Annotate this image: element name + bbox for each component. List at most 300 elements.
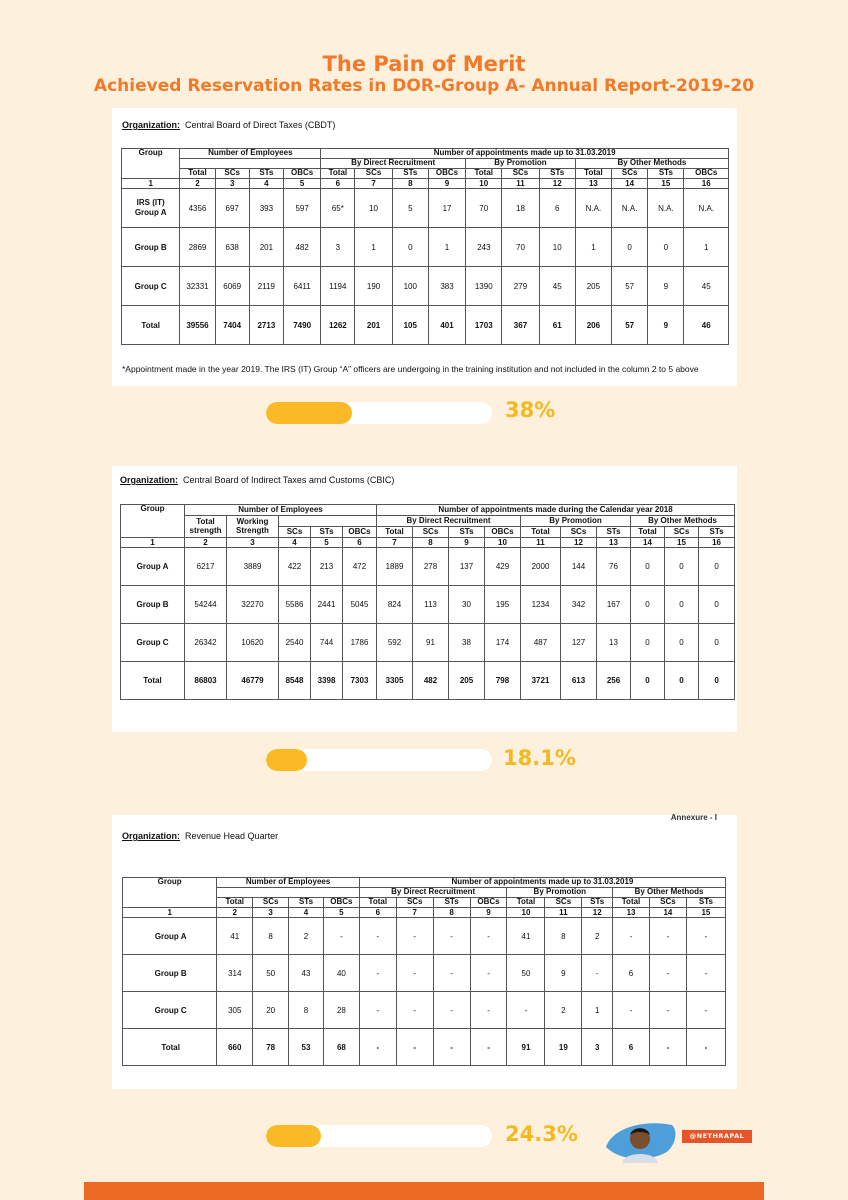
table-cell: 195: [485, 586, 521, 624]
table-cell: -: [433, 918, 470, 955]
table-cell: 2: [582, 918, 613, 955]
group-header: Group: [123, 878, 217, 908]
table-cell: 5: [392, 189, 428, 228]
column-header: SCs: [215, 169, 249, 179]
column-header: STs: [648, 169, 684, 179]
other-methods-header: By Other Methods: [613, 888, 726, 898]
table-cell: 1: [428, 228, 465, 267]
table-cell: 422: [279, 548, 311, 586]
table-cell: 46779: [227, 662, 279, 700]
column-header: Total: [575, 169, 611, 179]
column-number: 8: [392, 179, 428, 189]
table-cell: 45: [539, 267, 575, 306]
column-header: STs: [539, 169, 575, 179]
table-cell: -: [613, 992, 650, 1029]
table-cell: -: [649, 955, 686, 992]
table-cell: 638: [215, 228, 249, 267]
table-cell: 50: [507, 955, 545, 992]
author-handle: @NETHRAPAL: [682, 1130, 752, 1143]
table-row: [122, 228, 729, 267]
column-number: 4: [289, 908, 324, 918]
table-cell: 1786: [343, 624, 377, 662]
column-number: 10: [466, 179, 502, 189]
column-header: SCs: [649, 898, 686, 908]
column-number-row: [123, 908, 726, 918]
row-label: Total: [122, 306, 180, 345]
column-number: 1: [123, 908, 217, 918]
organization-label: Organization:: [122, 831, 180, 841]
total-row: [121, 662, 735, 700]
column-header: STs: [597, 527, 631, 538]
table-cell: 3: [321, 228, 355, 267]
column-number: 15: [686, 908, 725, 918]
table-cell: -: [396, 1029, 433, 1066]
column-number: 2: [180, 179, 215, 189]
total-row: [123, 1029, 726, 1066]
column-number: 3: [215, 179, 249, 189]
group-header: Group: [121, 505, 185, 538]
column-header: STs: [699, 527, 735, 538]
footer-band: [84, 1182, 764, 1200]
table-cell: -: [649, 918, 686, 955]
table-cell: 57: [612, 267, 648, 306]
table-cell: -: [433, 1029, 470, 1066]
table-cell: -: [686, 955, 725, 992]
table-cell: 0: [699, 586, 735, 624]
table-cell: 41: [507, 918, 545, 955]
table-cell: 20: [253, 992, 289, 1029]
table-cell: 342: [561, 586, 597, 624]
table-cell: 6: [613, 1029, 650, 1066]
cbic-panel: [112, 466, 737, 732]
row-label: Group C: [122, 267, 180, 306]
table-cell: -: [359, 955, 396, 992]
table-cell: 429: [485, 548, 521, 586]
column-header: Total: [521, 527, 561, 538]
table-cell: 3721: [521, 662, 561, 700]
table-cell: 38: [449, 624, 485, 662]
table-cell: 2119: [249, 267, 283, 306]
column-header: OBCs: [684, 169, 729, 179]
table-cell: 824: [377, 586, 413, 624]
annexure-label: Annexure - I: [670, 813, 717, 822]
table-cell: 19: [545, 1029, 582, 1066]
table-cell: 57: [612, 306, 648, 345]
table-cell: 137: [449, 548, 485, 586]
table-cell: 256: [597, 662, 631, 700]
header-line: Strength: [236, 525, 269, 535]
promotion-header: By Promotion: [507, 888, 613, 898]
table-cell: 279: [502, 267, 539, 306]
column-header: SCs: [561, 527, 597, 538]
organization-name: Central Board of Indirect Taxes amd Customs (CBIC): [183, 475, 395, 485]
column-number: 5: [311, 538, 343, 548]
table-cell: 1: [575, 228, 611, 267]
table-cell: 105: [392, 306, 428, 345]
table-cell: 0: [665, 548, 699, 586]
column-header: SCs: [665, 527, 699, 538]
row-label-line: Group A: [134, 208, 167, 217]
table-cell: 7404: [215, 306, 249, 345]
percentage-label: 24.3%: [505, 1122, 578, 1146]
column-header: [227, 516, 279, 538]
table-cell: 206: [575, 306, 611, 345]
blank-header-cell: [217, 888, 360, 898]
column-number: 11: [521, 538, 561, 548]
table-cell: 0: [612, 228, 648, 267]
employees-header: Number of Employees: [180, 149, 321, 159]
header-line: strength: [189, 525, 222, 535]
employees-header: Number of Employees: [185, 505, 377, 516]
appointments-header: Number of appointments made up to 31.03.2019: [359, 878, 725, 888]
column-number: 2: [185, 538, 227, 548]
column-number: 7: [377, 538, 413, 548]
table-cell: 70: [502, 228, 539, 267]
table-cell: 0: [665, 624, 699, 662]
column-number: 9: [428, 179, 465, 189]
table-cell: 6069: [215, 267, 249, 306]
table-cell: 0: [631, 624, 665, 662]
column-number: 14: [649, 908, 686, 918]
table-cell: -: [396, 918, 433, 955]
table-cell: 2: [545, 992, 582, 1029]
table-cell: 201: [355, 306, 392, 345]
table-cell: -: [470, 1029, 507, 1066]
table-cell: N.A.: [684, 189, 729, 228]
column-number: 6: [359, 908, 396, 918]
table-cell: 1703: [466, 306, 502, 345]
table-cell: -: [359, 918, 396, 955]
column-header: STs: [311, 527, 343, 538]
table-cell: 46: [684, 306, 729, 345]
table-cell: -: [359, 1029, 396, 1066]
table-cell: -: [582, 955, 613, 992]
column-header: Total: [613, 898, 650, 908]
column-number: 12: [539, 179, 575, 189]
other-methods-header: By Other Methods: [631, 516, 735, 527]
column-header: STs: [433, 898, 470, 908]
table-row: [122, 267, 729, 306]
row-label: Group B: [121, 586, 185, 624]
row-label: Group A: [121, 548, 185, 586]
column-number: 6: [321, 179, 355, 189]
table-cell: 472: [343, 548, 377, 586]
table-cell: 5586: [279, 586, 311, 624]
table-cell: 9: [648, 306, 684, 345]
direct-recruitment-header: By Direct Recruitment: [359, 888, 507, 898]
table-cell: 18: [502, 189, 539, 228]
progress-fill: [266, 749, 307, 771]
table-cell: -: [470, 955, 507, 992]
column-header: SCs: [253, 898, 289, 908]
organization-line: [122, 120, 335, 130]
table-cell: 61: [539, 306, 575, 345]
table-row: [122, 189, 729, 228]
table-cell: 68: [323, 1029, 359, 1066]
column-header: SCs: [413, 527, 449, 538]
table-cell: 26342: [185, 624, 227, 662]
table-cell: 1194: [321, 267, 355, 306]
table-cell: 243: [466, 228, 502, 267]
column-number: 13: [597, 538, 631, 548]
table-cell: 482: [413, 662, 449, 700]
table-cell: 43: [289, 955, 324, 992]
table-cell: 597: [283, 189, 320, 228]
table-cell: 10620: [227, 624, 279, 662]
table-cell: 482: [283, 228, 320, 267]
table-row: [121, 586, 735, 624]
table-cell: 744: [311, 624, 343, 662]
table-cell: 0: [699, 548, 735, 586]
column-header: OBCs: [283, 169, 320, 179]
blank-header-cell: [279, 516, 377, 527]
table-cell: -: [396, 992, 433, 1029]
column-number: 11: [545, 908, 582, 918]
table-cell: 401: [428, 306, 465, 345]
table-cell: 3305: [377, 662, 413, 700]
promotion-header: By Promotion: [521, 516, 631, 527]
row-label-line: IRS (IT): [136, 198, 165, 208]
table-cell: 6: [613, 955, 650, 992]
column-number: 6: [343, 538, 377, 548]
cbic-table: [120, 504, 735, 700]
progress-bar-revenue-hq: [266, 1125, 492, 1147]
table-cell: 10: [355, 189, 392, 228]
table-cell: 305: [217, 992, 253, 1029]
table-cell: 113: [413, 586, 449, 624]
column-number: 7: [355, 179, 392, 189]
table-cell: 205: [449, 662, 485, 700]
progress-bar-cbdt: [266, 402, 492, 424]
table-row: [123, 918, 726, 955]
table-cell: 41: [217, 918, 253, 955]
table-cell: 4356: [180, 189, 215, 228]
table-row: [121, 548, 735, 586]
table-cell: -: [686, 992, 725, 1029]
table-cell: 1390: [466, 267, 502, 306]
table-cell: 100: [392, 267, 428, 306]
column-number: 16: [684, 179, 729, 189]
table-cell: 1262: [321, 306, 355, 345]
blank-header-cell: [180, 159, 321, 169]
column-header: STs: [582, 898, 613, 908]
column-header: SCs: [355, 169, 392, 179]
table-cell: 78: [253, 1029, 289, 1066]
column-header: Total: [217, 898, 253, 908]
table-cell: 0: [631, 548, 665, 586]
table-cell: 3: [582, 1029, 613, 1066]
table-cell: -: [613, 918, 650, 955]
column-header: Total: [466, 169, 502, 179]
organization-line: [120, 475, 394, 485]
row-label: Total: [123, 1029, 217, 1066]
revenue-hq-table: [122, 877, 726, 1066]
column-number: 9: [449, 538, 485, 548]
column-number: 15: [648, 179, 684, 189]
column-number: 9: [470, 908, 507, 918]
table-cell: 213: [311, 548, 343, 586]
table-cell: 5045: [343, 586, 377, 624]
table-cell: 190: [355, 267, 392, 306]
table-cell: 278: [413, 548, 449, 586]
table-cell: 383: [428, 267, 465, 306]
table-cell: 6217: [185, 548, 227, 586]
header-line: Total: [196, 516, 215, 526]
row-label: [122, 189, 180, 228]
table-cell: 54244: [185, 586, 227, 624]
table-cell: 8548: [279, 662, 311, 700]
table-cell: 0: [699, 624, 735, 662]
table-cell: 6411: [283, 267, 320, 306]
column-number: 3: [253, 908, 289, 918]
column-header: SCs: [502, 169, 539, 179]
table-cell: 91: [413, 624, 449, 662]
column-number: 12: [561, 538, 597, 548]
table-cell: -: [323, 918, 359, 955]
cbdt-table: [121, 148, 729, 345]
table-cell: -: [507, 992, 545, 1029]
table-cell: 1: [582, 992, 613, 1029]
column-header: Total: [507, 898, 545, 908]
header-line: Working: [236, 516, 269, 526]
table-cell: 65*: [321, 189, 355, 228]
table-cell: 1: [684, 228, 729, 267]
column-header: SCs: [396, 898, 433, 908]
table-cell: -: [686, 1029, 725, 1066]
column-header: Total: [377, 527, 413, 538]
progress-fill: [266, 1125, 321, 1147]
column-header: OBCs: [428, 169, 465, 179]
column-header: [185, 516, 227, 538]
table-cell: -: [686, 918, 725, 955]
table-cell: 487: [521, 624, 561, 662]
table-cell: 6: [539, 189, 575, 228]
table-cell: N.A.: [612, 189, 648, 228]
table-cell: 3889: [227, 548, 279, 586]
table-cell: 592: [377, 624, 413, 662]
table-cell: 86803: [185, 662, 227, 700]
column-number: 2: [217, 908, 253, 918]
row-label: Group C: [121, 624, 185, 662]
appointments-header: Number of appointments made up to 31.03.2019: [321, 149, 729, 159]
table-cell: 0: [699, 662, 735, 700]
table-cell: 393: [249, 189, 283, 228]
column-number-row: [122, 179, 729, 189]
table-cell: 7490: [283, 306, 320, 345]
table-cell: N.A.: [575, 189, 611, 228]
table-cell: 76: [597, 548, 631, 586]
table-row: [121, 624, 735, 662]
column-number: 13: [613, 908, 650, 918]
column-header: OBCs: [343, 527, 377, 538]
column-header: SCs: [279, 527, 311, 538]
table-cell: 0: [392, 228, 428, 267]
table-cell: 30: [449, 586, 485, 624]
organization-label: Organization:: [120, 475, 178, 485]
table-cell: 1234: [521, 586, 561, 624]
column-number: 10: [485, 538, 521, 548]
table-cell: -: [433, 955, 470, 992]
column-number: 5: [323, 908, 359, 918]
table-cell: 9: [545, 955, 582, 992]
table-cell: 9: [648, 267, 684, 306]
table-cell: 40: [323, 955, 359, 992]
organization-label: Organization:: [122, 120, 180, 130]
table-cell: 91: [507, 1029, 545, 1066]
table-cell: 2: [289, 918, 324, 955]
column-header: STs: [686, 898, 725, 908]
row-label: Group B: [123, 955, 217, 992]
table-cell: 367: [502, 306, 539, 345]
direct-recruitment-header: By Direct Recruitment: [377, 516, 521, 527]
column-header: OBCs: [323, 898, 359, 908]
table-cell: 28: [323, 992, 359, 1029]
table-cell: 660: [217, 1029, 253, 1066]
table-cell: 17: [428, 189, 465, 228]
column-number: 14: [612, 179, 648, 189]
group-header: Group: [122, 149, 180, 179]
revenue-hq-panel: [112, 815, 737, 1089]
table-cell: 0: [648, 228, 684, 267]
table-cell: 10: [539, 228, 575, 267]
row-label: Total: [121, 662, 185, 700]
table-cell: 7303: [343, 662, 377, 700]
column-number-row: [121, 538, 735, 548]
table-cell: 32270: [227, 586, 279, 624]
table-cell: 205: [575, 267, 611, 306]
organization-name: Revenue Head Quarter: [185, 831, 279, 841]
direct-recruitment-header: By Direct Recruitment: [321, 159, 466, 169]
table-cell: 50: [253, 955, 289, 992]
person-photo-icon: [602, 1117, 680, 1163]
table-cell: 167: [597, 586, 631, 624]
table-cell: 2441: [311, 586, 343, 624]
table-cell: 39556: [180, 306, 215, 345]
table-cell: 2713: [249, 306, 283, 345]
column-number: 5: [283, 179, 320, 189]
table-cell: 1889: [377, 548, 413, 586]
column-header: SCs: [612, 169, 648, 179]
table-cell: 613: [561, 662, 597, 700]
column-number: 14: [631, 538, 665, 548]
table-cell: 697: [215, 189, 249, 228]
table-cell: N.A.: [648, 189, 684, 228]
column-header: Total: [359, 898, 396, 908]
table-cell: -: [470, 918, 507, 955]
column-number: 8: [433, 908, 470, 918]
row-label: Group C: [123, 992, 217, 1029]
table-cell: 2000: [521, 548, 561, 586]
cbdt-panel: [112, 108, 737, 386]
table-cell: 13: [597, 624, 631, 662]
promotion-header: By Promotion: [466, 159, 576, 169]
table-cell: 174: [485, 624, 521, 662]
organization-line: [122, 831, 278, 841]
column-number: 1: [121, 538, 185, 548]
table-cell: 45: [684, 267, 729, 306]
table-cell: 8: [253, 918, 289, 955]
table-cell: 314: [217, 955, 253, 992]
table-cell: 8: [545, 918, 582, 955]
footnote: *Appointment made in the year 2019. The IRS (IT) Group “A” officers are undergoing in the training institution and not included in the column 2 to 5 above: [122, 364, 699, 374]
row-label: Group B: [122, 228, 180, 267]
table-cell: 32331: [180, 267, 215, 306]
table-cell: 0: [665, 586, 699, 624]
table-cell: 0: [631, 586, 665, 624]
table-cell: 201: [249, 228, 283, 267]
table-cell: 1: [355, 228, 392, 267]
progress-fill: [266, 402, 352, 424]
